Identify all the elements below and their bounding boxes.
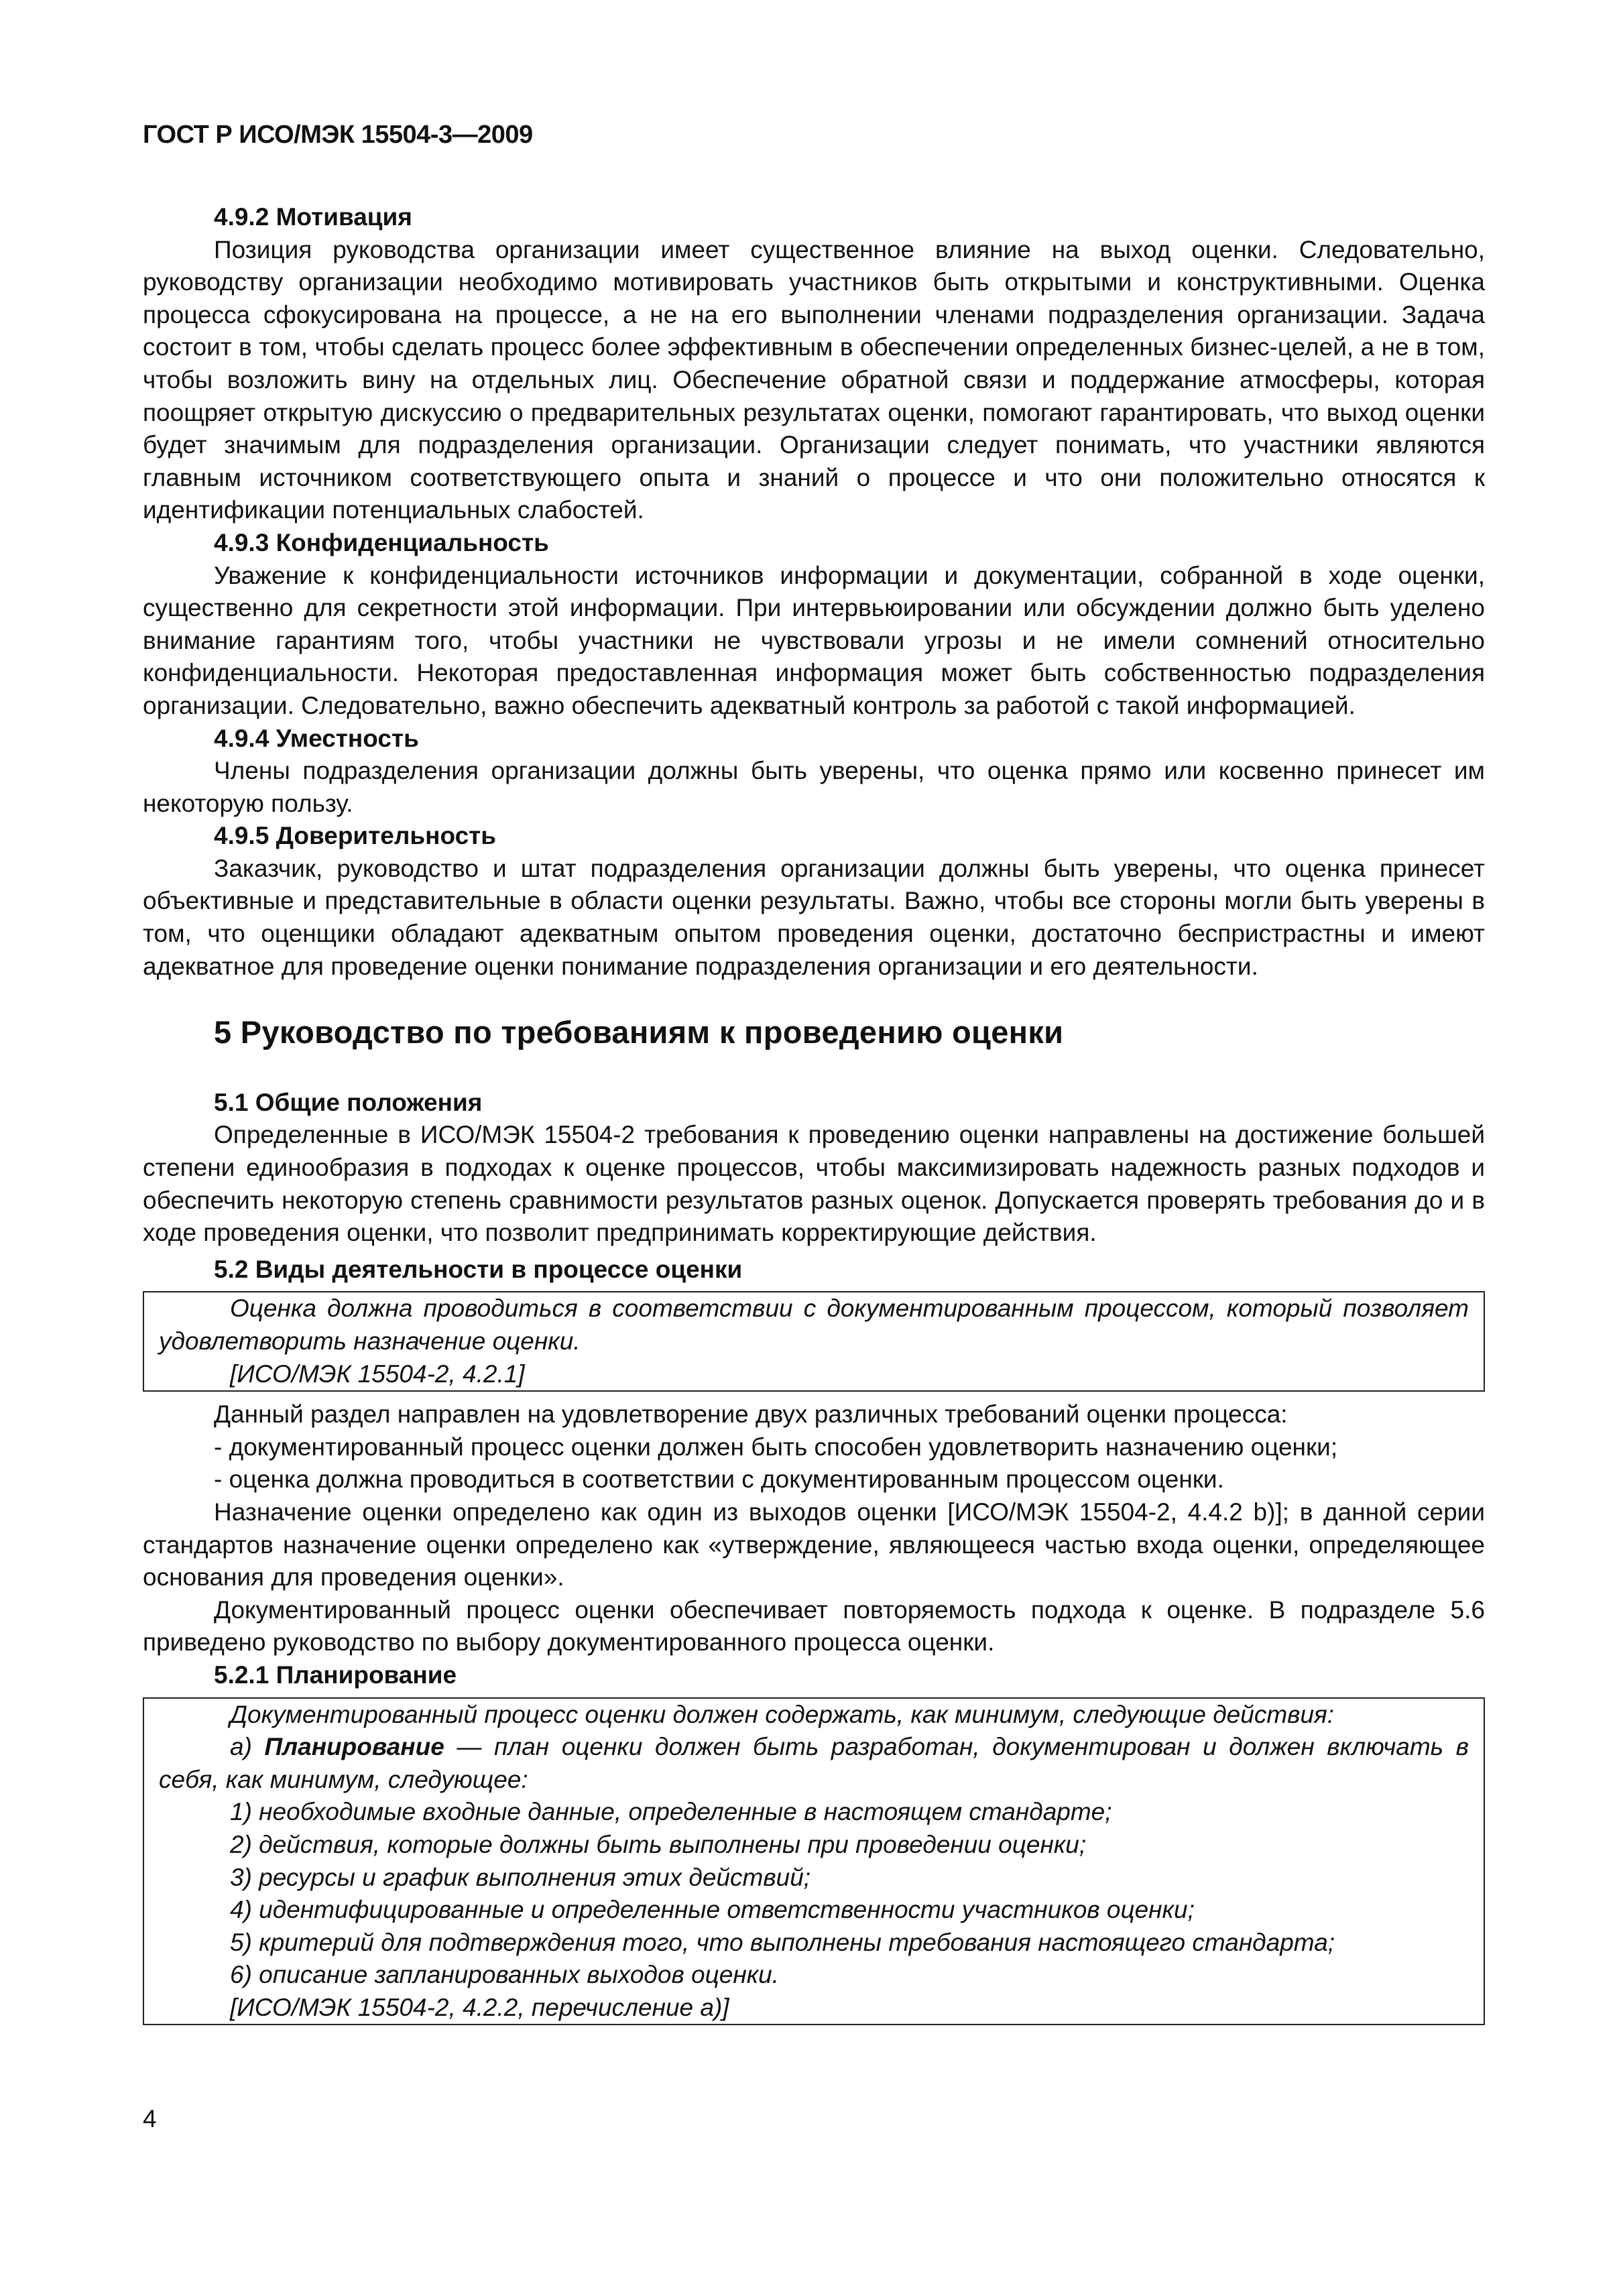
item-a-bold: Планирование	[264, 1733, 444, 1761]
requirement-text: Оценка должна проводиться в соответствии с документированным процессом, который позволяет удовлетворить назначение оценки.	[159, 1294, 1469, 1355]
requirement-item-a	[159, 1731, 1469, 1796]
heading-5-2: 5.2 Виды деятельности в процессе оценки	[214, 1255, 743, 1283]
requirement-reference: [ИСО/МЭК 15504-2, 4.2.1]	[230, 1360, 525, 1388]
paragraph-repeatability: Документированный процесс оценки обеспечивает повторяемость подхода к оценке. В подразделе 5.6 приведено руководство по выбору документированного процесса оценки.	[143, 1595, 1485, 1656]
paragraph-relevance: Члены подразделения организации должны быть уверены, что оценка прямо или косвенно принесет им некоторую пользу.	[143, 757, 1485, 817]
requirement-reference: [ИСО/МЭК 15504-2, 4.2.2, перечисление а)]	[230, 1993, 729, 2021]
heading-5-1: 5.1 Общие положения	[214, 1088, 483, 1116]
heading-5-2-1: 5.2.1 Планирование	[214, 1660, 457, 1689]
section-5-title: 5 Руководство по требованиям к проведению оценки	[214, 1014, 1064, 1050]
plan-item: 5) критерий для подтверждения того, что выполнены требования настоящего стандарта;	[230, 1928, 1335, 1956]
paragraph-confidentiality: Уважение к конфиденциальности источников информации и документации, собранной в ходе оценки, существенно для секретности этой информации. При интервьюировании или обсуждении должно быть уделено внимание гарантиям того, чтобы участники не чувствовали угрозы и не имели сомнений относительно конфиденциальности. Некоторая предоставленная информация может быть собственностью подразделения организации. Следовательно, важно обеспечить адекватный контроль за работой с такой информацией.	[143, 561, 1485, 719]
plan-item: 3) ресурсы и график выполнения этих действий;	[230, 1863, 811, 1891]
bullet-item: - документированный процесс оценки должен быть способен удовлетворить назначению оценки;	[214, 1433, 1338, 1461]
item-a-label: а)	[230, 1733, 265, 1761]
requirement-box-5-2-1	[143, 1697, 1485, 2026]
heading-4-9-4: 4.9.4 Уместность	[214, 724, 419, 752]
paragraph-intro: Данный раздел направлен на удовлетворение двух различных требований оценки процесса:	[214, 1400, 1288, 1429]
bullet-item: - оценка должна проводиться в соответствии с документированным процессом оценки.	[214, 1465, 1224, 1494]
requirement-intro: Документированный процесс оценки должен содержать, как минимум, следующие действия:	[230, 1700, 1335, 1728]
item-a-text: — план оценки должен быть разработан, документирован и должен включать в себя, как минимум, следующее:	[159, 1733, 1469, 1793]
paragraph-general: Определенные в ИСО/МЭК 15504-2 требования к проведению оценки направлены на достижение большей степени единообразия в подходах к оценке процессов, чтобы максимизировать надежность разных подходов и обеспечить некоторую степень сравнимости результатов разных оценок. Допускается проверять требования до и в ходе проведения оценки, что позволит предпринимать корректирующие действия.	[143, 1121, 1485, 1247]
heading-4-9-3: 4.9.3 Конфиденциальность	[214, 528, 549, 556]
heading-4-9-5: 4.9.5 Доверительность	[214, 822, 497, 850]
page-number: 4	[143, 2105, 157, 2132]
paragraph-purpose: Назначение оценки определено как один из выходов оценки [ИСО/МЭК 15504-2, 4.4.2 b)]; в данной серии стандартов назначение оценки определено как «утверждение, являющееся частью входа оценки, определяющее основания для проведения оценки».	[143, 1498, 1485, 1591]
paragraph-trust: Заказчик, руководство и штат подразделения организации должны быть уверены, что оценка принесет объективные и представительные в области оценки результаты. Важно, чтобы все стороны могли быть уверены в том, что оценщики обладают адекватным опытом проведения оценки, достаточно беспристрастны и имеют адекватное для проведение оценки понимание подразделения организации и его деятельности.	[143, 854, 1485, 980]
plan-item: 1) необходимые входные данные, определенные в настоящем стандарте;	[230, 1798, 1112, 1826]
requirement-box-5-2	[143, 1291, 1485, 1392]
plan-item: 2) действия, которые должны быть выполнены при проведении оценки;	[230, 1830, 1087, 1858]
document-header: ГОСТ Р ИСО/МЭК 15504-3—2009	[143, 121, 533, 149]
paragraph-motivation: Позиция руководства организации имеет существенное влияние на выход оценки. Следовательно, руководству организации необходимо мотивировать участников быть открытыми и конструктивными. Оценка процесса сфокусирована на процессе, а не на его выполнении членами подразделения организации. Задача состоит в том, чтобы сделать процесс более эффективным в обеспечении определенных бизнес-целей, а не в том, чтобы возложить вину на отдельных лиц. Обеспечение обратной связи и поддержание атмосферы, которая поощряет открытую дискуссию о предварительных результатах оценки, помогают гарантировать, что выход оценки будет значимым для подразделения организации. Организации следует понимать, что участники являются главным источником соответствующего опыта и знаний о процессе и что они положительно относятся к идентификации потенциальных слабостей.	[143, 235, 1485, 524]
heading-4-9-2: 4.9.2 Мотивация	[214, 203, 412, 231]
plan-item: 6) описание запланированных выходов оценки.	[230, 1961, 780, 1989]
plan-item: 4) идентифицированные и определенные ответственности участников оценки;	[230, 1896, 1195, 1924]
document-body	[143, 201, 1485, 2032]
